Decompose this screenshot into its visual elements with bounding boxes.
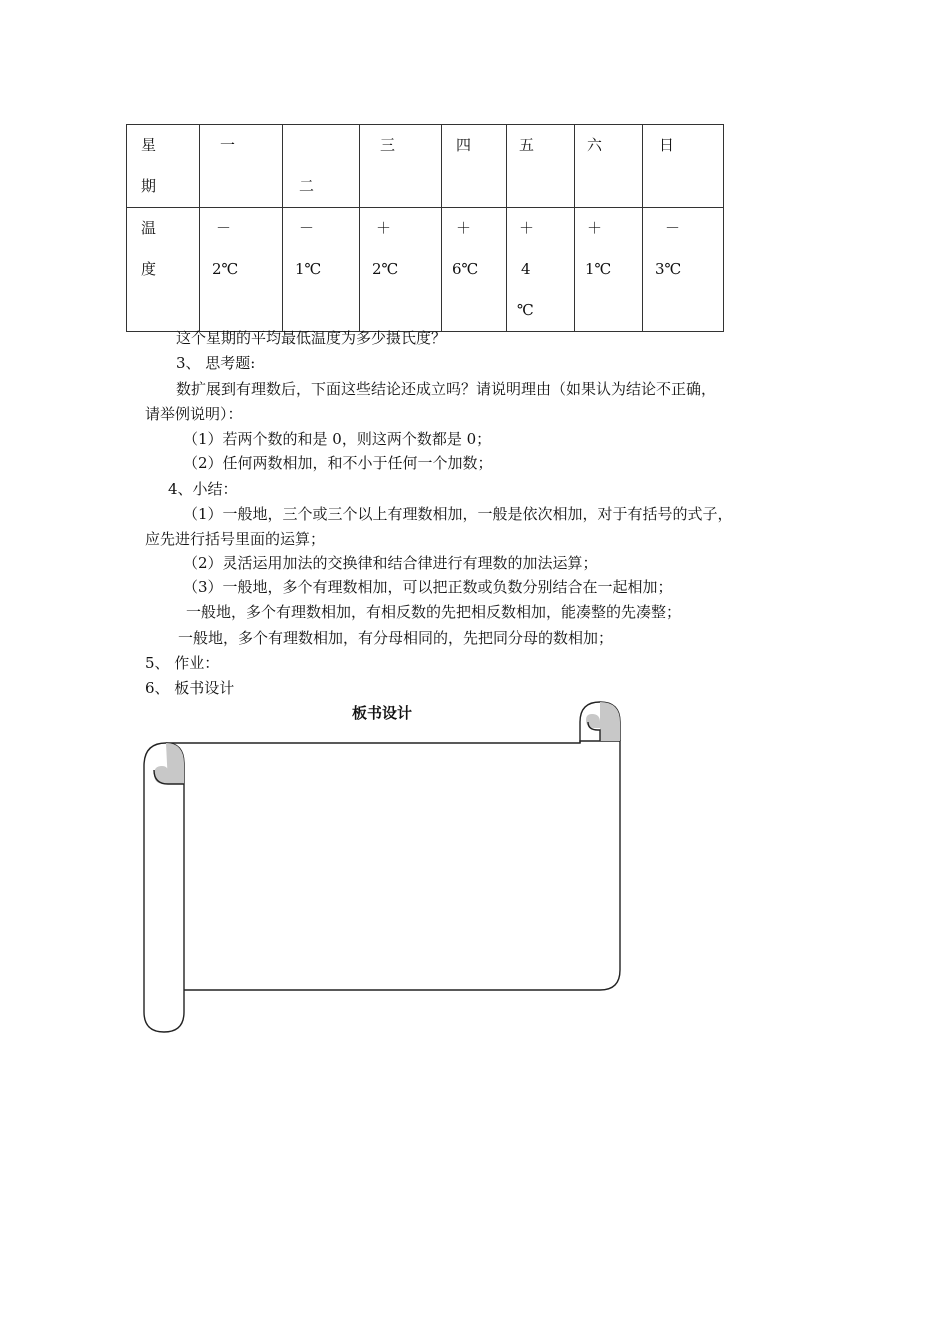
temperature-sign: ＋ (587, 219, 603, 237)
temperature-unit: ℃ (517, 301, 534, 319)
temperature-sign: － (216, 219, 232, 237)
section-heading-summary: 4、小结： (168, 480, 238, 498)
temperature-value: 1℃ (295, 260, 322, 278)
think-statement-1: （1）若两个数的和是 0，则这两个数都是 0； (183, 430, 492, 448)
temperature-value: 3℃ (655, 260, 682, 278)
temperature-sign: － (665, 219, 681, 237)
temperature-value: 4 (521, 260, 531, 278)
weekday-label: 日 (659, 136, 675, 154)
temperature-header-cell (127, 208, 200, 332)
scroll-left-roll (144, 743, 184, 1032)
summary-point-2: （2）灵活运用加法的交换律和结合律进行有理数的加法运算； (183, 554, 598, 572)
scroll-sheet-outline (166, 741, 620, 990)
weekday-label: 四 (456, 136, 472, 154)
section-heading-homework: 5、 作业： (145, 654, 220, 672)
scroll-frame-illustration (140, 700, 630, 1035)
board-design-title: 板书设计 (352, 704, 413, 722)
weekday-cell (283, 125, 360, 208)
question-average-temperature: 这个星期的平均最低温度为多少摄氏度？ (176, 329, 447, 347)
weekday-label: 五 (519, 136, 535, 154)
temperature-value: 2℃ (372, 260, 399, 278)
weekday-label: 三 (380, 136, 396, 154)
summary-point-1-cont: 应先进行括号里面的运算； (145, 530, 326, 548)
temperature-cell (507, 208, 575, 332)
temperature-table (126, 124, 724, 332)
temperature-cell (575, 208, 643, 332)
weekday-cell (575, 125, 643, 208)
weekday-cell (507, 125, 575, 208)
weekday-cell (442, 125, 507, 208)
summary-point-3: （3）一般地，多个有理数相加，可以把正数或负数分别结合在一起相加； (183, 578, 673, 596)
temperature-cell (283, 208, 360, 332)
weekday-cell (200, 125, 283, 208)
temperature-cell (200, 208, 283, 332)
weekday-cell (643, 125, 724, 208)
weekday-label: 一 (220, 136, 236, 154)
summary-point-1: （1）一般地，三个或三个以上有理数相加，一般是依次相加，对于有括号的式子， (183, 505, 733, 523)
temperature-cell (442, 208, 507, 332)
temperature-sign: ＋ (456, 219, 472, 237)
think-statement-2: （2）任何两数相加，和不小于任何一个加数； (183, 454, 493, 472)
weekday-header-char-2: 期 (141, 177, 157, 195)
temperature-sign: ＋ (376, 219, 392, 237)
weekday-label: 二 (299, 177, 315, 195)
summary-note-opposites: 一般地，多个有理数相加，有相反数的先把相反数相加，能凑整的先凑整； (186, 603, 682, 621)
temperature-cell (360, 208, 442, 332)
temperature-header-char-1: 温 (141, 219, 157, 237)
temperature-row (127, 208, 724, 332)
temperature-sign: － (299, 219, 315, 237)
weekday-label: 六 (587, 136, 603, 154)
weekday-header-char-1: 星 (141, 136, 157, 154)
section-heading-think: 3、 思考题: (176, 354, 256, 372)
temperature-sign: ＋ (519, 219, 535, 237)
temperature-value: 1℃ (585, 260, 612, 278)
weekday-row (127, 125, 724, 208)
weekday-header-cell (127, 125, 200, 208)
scroll-left-roll-shade (154, 743, 184, 784)
think-question-intro: 数扩展到有理数后，下面这些结论还成立吗？请说明理由（如果认为结论不正确， (176, 380, 717, 398)
temperature-value: 2℃ (212, 260, 239, 278)
temperature-cell (643, 208, 724, 332)
temperature-header-char-2: 度 (141, 260, 157, 278)
think-question-intro-cont: 请举例说明）： (145, 405, 243, 423)
summary-note-denominators: 一般地，多个有理数相加，有分母相同的，先把同分母的数相加； (178, 629, 614, 647)
weekday-cell (360, 125, 442, 208)
temperature-value: 6℃ (452, 260, 479, 278)
section-heading-board-design: 6、 板书设计 (145, 679, 235, 697)
scroll-top-roll-shade (586, 702, 620, 741)
